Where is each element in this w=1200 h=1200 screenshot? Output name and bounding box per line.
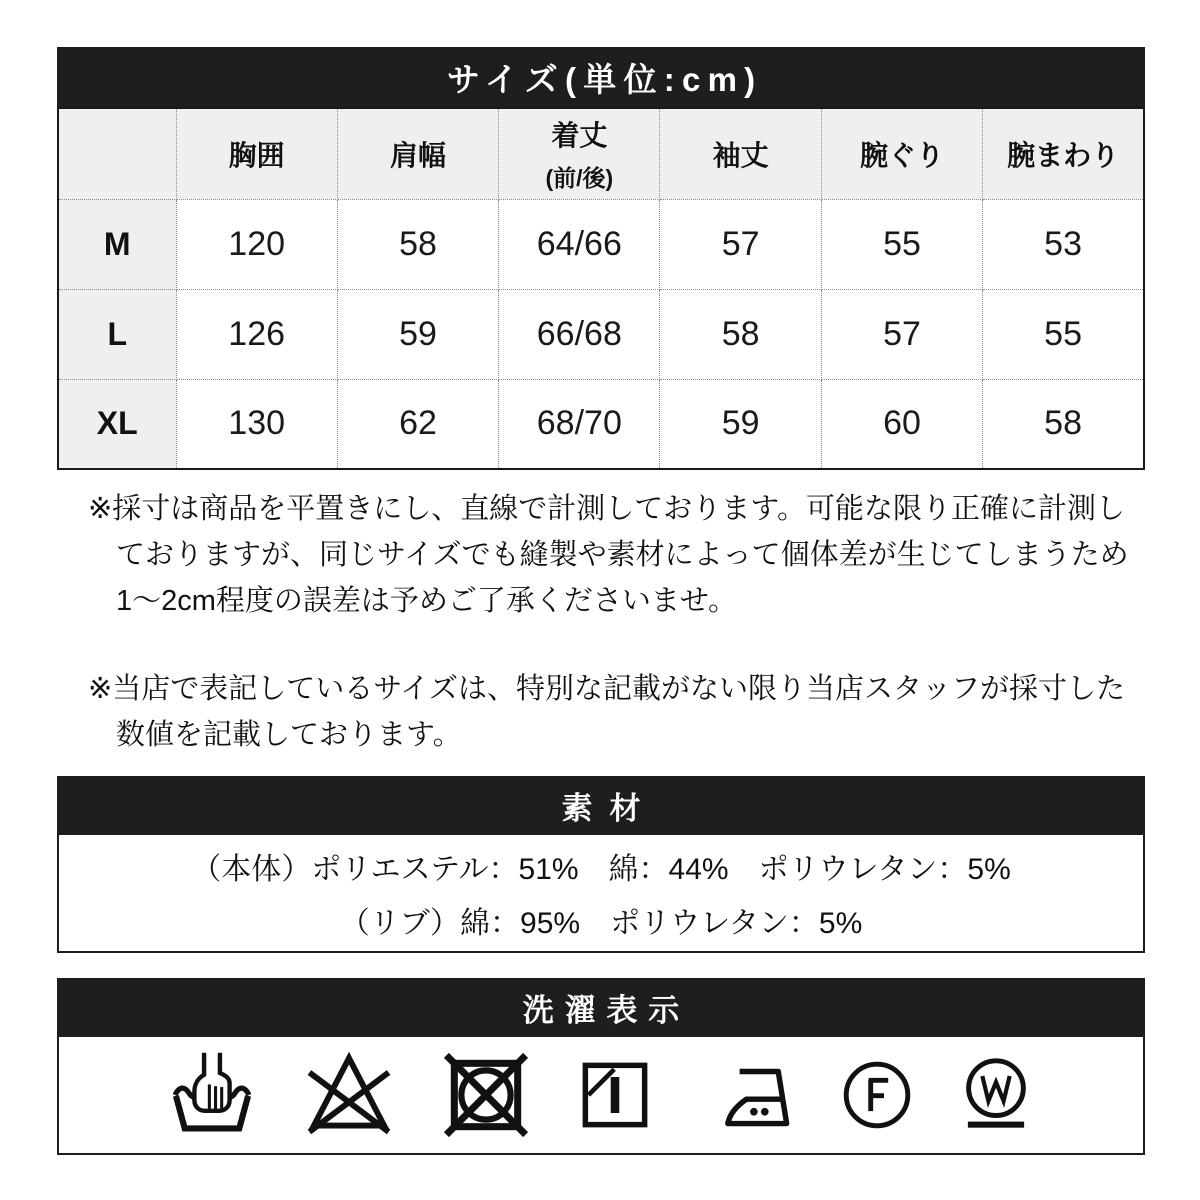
column-header-label: 着丈 bbox=[551, 120, 608, 152]
column-header-label: 胸囲 bbox=[228, 139, 285, 171]
size-label: M bbox=[58, 199, 176, 289]
table-row-l bbox=[58, 289, 1144, 379]
value-cell: 60 bbox=[821, 379, 982, 469]
laundry-icons-row bbox=[57, 1037, 1145, 1155]
column-header-label: 腕まわり bbox=[1007, 139, 1120, 171]
value-cell: 55 bbox=[821, 199, 982, 289]
professional-wet-clean-W-icon bbox=[958, 1048, 1034, 1142]
table-row-m bbox=[58, 199, 1144, 289]
iron-medium-heat-icon bbox=[700, 1053, 796, 1137]
value-cell: 126 bbox=[176, 289, 337, 379]
laundry-title: 洗濯表示 bbox=[522, 993, 691, 1028]
value-cell: 58 bbox=[337, 199, 498, 289]
do-not-bleach-icon bbox=[302, 1050, 396, 1140]
value-cell: 120 bbox=[176, 199, 337, 289]
value-cell: 53 bbox=[983, 199, 1144, 289]
value-cell: 64/66 bbox=[499, 199, 660, 289]
note-line: ※当店で表記しているサイズは、特別な記載がない限り当店スタッフが採寸した bbox=[88, 673, 1125, 705]
corner-cell bbox=[58, 108, 176, 199]
value-cell: 68/70 bbox=[499, 379, 660, 469]
column-header-length bbox=[499, 108, 660, 199]
value-cell: 59 bbox=[337, 289, 498, 379]
column-header-label: 袖丈 bbox=[712, 139, 769, 171]
hand-wash-icon bbox=[168, 1050, 256, 1140]
column-header-shoulder bbox=[337, 108, 498, 199]
value-cell: 62 bbox=[337, 379, 498, 469]
note-line: ておりますが、同じサイズでも縫製や素材によって個体差が生じてしまうため bbox=[116, 539, 1129, 571]
laundry-care-section bbox=[57, 978, 1145, 1155]
size-label: L bbox=[58, 289, 176, 379]
value-cell: 58 bbox=[983, 379, 1144, 469]
value-cell: 59 bbox=[660, 379, 821, 469]
note-line: 数値を記載しております。 bbox=[116, 719, 462, 751]
value-cell: 55 bbox=[983, 289, 1144, 379]
value-cell: 57 bbox=[660, 199, 821, 289]
size-table bbox=[57, 107, 1145, 470]
measurement-disclaimer-note bbox=[88, 486, 1168, 624]
do-not-tumble-dry-icon bbox=[442, 1050, 530, 1140]
value-cell: 66/68 bbox=[499, 289, 660, 379]
staff-measured-note bbox=[88, 666, 1168, 758]
column-header-sublabel: (前/後) bbox=[545, 165, 614, 192]
size-table-section bbox=[57, 47, 1145, 470]
material-section bbox=[57, 776, 1145, 953]
column-header-label: 肩幅 bbox=[389, 139, 446, 171]
value-cell: 58 bbox=[660, 289, 821, 379]
column-header-chest bbox=[176, 108, 337, 199]
material-title-bar bbox=[57, 776, 1145, 835]
size-table-title-bar bbox=[57, 47, 1145, 107]
note-line: ※採寸は商品を平置きにし、直線で計測しております。可能な限り正確に計測し bbox=[88, 493, 1125, 525]
column-header-armhole bbox=[821, 108, 982, 199]
dry-clean-petroleum-F-icon bbox=[842, 1060, 912, 1130]
size-table-header-row bbox=[58, 108, 1144, 199]
column-header-label: 腕ぐり bbox=[859, 139, 944, 171]
table-row-xl bbox=[58, 379, 1144, 469]
material-body bbox=[57, 835, 1145, 953]
material-title: 素材 bbox=[561, 791, 658, 826]
size-table-title: サイズ(単位:cm) bbox=[446, 60, 763, 98]
material-composition-rib: （リブ）綿：95% ポリウレタン：5% bbox=[339, 907, 863, 940]
size-label: XL bbox=[58, 379, 176, 469]
column-header-arm-circumference bbox=[983, 108, 1144, 199]
value-cell: 57 bbox=[821, 289, 982, 379]
material-composition-main: （本体）ポリエステル：51% 綿：44% ポリウレタン：5% bbox=[191, 853, 1011, 886]
value-cell: 130 bbox=[176, 379, 337, 469]
column-header-sleeve bbox=[660, 108, 821, 199]
laundry-title-bar bbox=[57, 978, 1145, 1037]
line-dry-in-shade-icon bbox=[576, 1053, 654, 1137]
note-line: 1〜2cm程度の誤差は予めご了承くださいませ。 bbox=[116, 585, 738, 617]
